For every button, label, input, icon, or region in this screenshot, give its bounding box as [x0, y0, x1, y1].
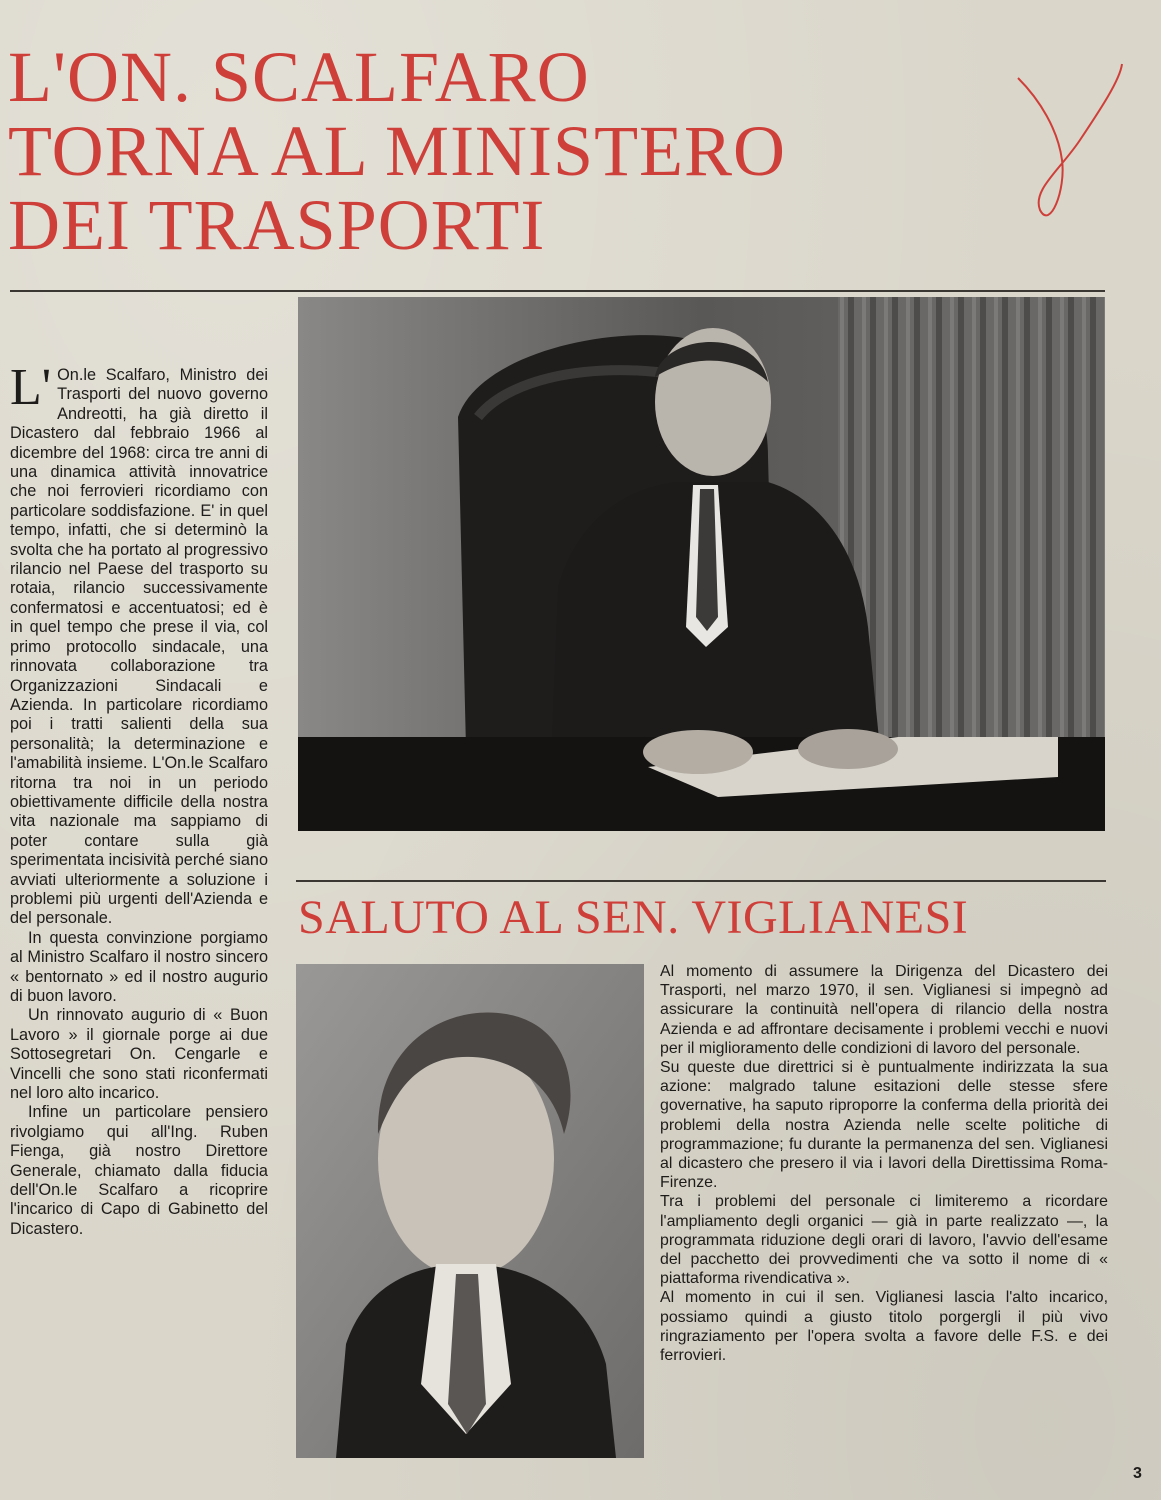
- scalfaro-paragraph-2: In questa convinzione porgiamo al Ministro Scalfaro il nostro sincero « bentornato » ed il nostro augurio di buon lavoro.: [10, 928, 268, 1005]
- scalfaro-paragraph-1-text: On.le Scalfaro, Ministro dei Trasporti del nuovo governo Andreotti, ha già diretto il Dicastero dal febbraio 1966 al dicembre del 1968: circa tre anni di una dinamica attività innovatrice che noi ferrovieri ricordiamo con particolare soddisfazione. E' in quel tempo, infatti, che si determinò la svolta che ha portato al progressivo rilancio nel Paese del trasporto su rotaia, rilancio successivamente confermatosi e accentuatosi; ed è in quel tempo che prese il via, col primo protocollo sindacale, una rinnovata collaborazione tra Organizzazioni Sindacali e Azienda. In particolare ricordiamo poi i tratti salienti della sua personalità; la determinazione e l'amabilità insieme. L'On.le Scalfaro ritorna tra noi in un periodo obiettivamente difficile della nostra vita nazionale ma sappiamo di poter contare sulla già sperimentata incisività perché siano avviati ulteriormente a soluzione i problemi più urgenti dell'Azienda e del personale.: [10, 366, 268, 928]
- viglianesi-article: [660, 962, 1108, 1365]
- headline-line-1: L'ON. SCALFARO: [8, 37, 590, 117]
- scalfaro-paragraph-4: Infine un particolare pensiero rivolgiamo qui all'Ing. Ruben Fienga, già nostro Direttore Generale, chiamato dalla fiducia dell'On.le Scalfaro a ricoprire l'incarico di Capo di Gabinetto del Dicastero.: [10, 1103, 268, 1238]
- headline-line-3: DEI TRASPORTI: [8, 185, 546, 265]
- section-divider: [296, 880, 1106, 882]
- viglianesi-paragraph-3: Tra i problemi del personale ci limiteremo a ricordare l'ampliamento degli organici — già in parte realizzato —, la programmata riduzione degli orari di lavoro, l'avvio dell'esame del pacchetto dei provvedimenti che va sotto il nome di « piattaforma rivendicativa ».: [660, 1193, 1108, 1288]
- viglianesi-photo: [296, 964, 644, 1458]
- headline-line-2: TORNA AL MINISTERO: [8, 111, 787, 191]
- viglianesi-paragraph-4: Al momento in cui il sen. Viglianesi lascia l'alto incarico, possiamo quindi a giusto titolo porgergli il più vivo ringraziamento per l'opera svolta a favore delle F.S. e dei ferrovieri.: [660, 1289, 1108, 1365]
- headline: [8, 37, 787, 265]
- page-number: 3: [1133, 1465, 1142, 1482]
- drop-cap: L': [10, 359, 52, 416]
- viglianesi-paragraph-1: Al momento di assumere la Dirigenza del Dicastero dei Trasporti, nel marzo 1970, il sen. Viglianesi si impegnò ad assicurare la continuità nell'opera di rilancio della nostra Azienda e ad affrontare decisamente i problemi vecchi e nuovi per il miglioramento delle condizioni di lavoro del personale.: [660, 963, 1108, 1057]
- viglianesi-paragraph-2: Su queste due direttrici si è puntualmente indirizzata la sua azione: malgrado talune esitazioni delle stesse sfere governative, ha saputo riproporre la conferma della priorità dei problemi della nostra Azienda nelle scelte politiche di programmazione; fu durante la permanenza del sen. Viglianesi al dicastero che presero il via i lavori della Direttissima Roma-Firenze.: [660, 1059, 1108, 1192]
- viglianesi-headline: SALUTO AL SEN. VIGLIANESI: [298, 891, 969, 944]
- top-divider: [10, 290, 1105, 292]
- red-pen-scribble: [1010, 60, 1130, 240]
- scalfaro-paragraph-1: [10, 359, 268, 929]
- scalfaro-paragraph-3: Un rinnovato augurio di « Buon Lavoro » il giornale porge ai due Sottosegretari On. Cengarle e Vincelli che sono stati riconfermati nel loro alto incarico.: [10, 1006, 268, 1103]
- scalfaro-article: [10, 359, 268, 1239]
- scalfaro-photo: [298, 297, 1105, 831]
